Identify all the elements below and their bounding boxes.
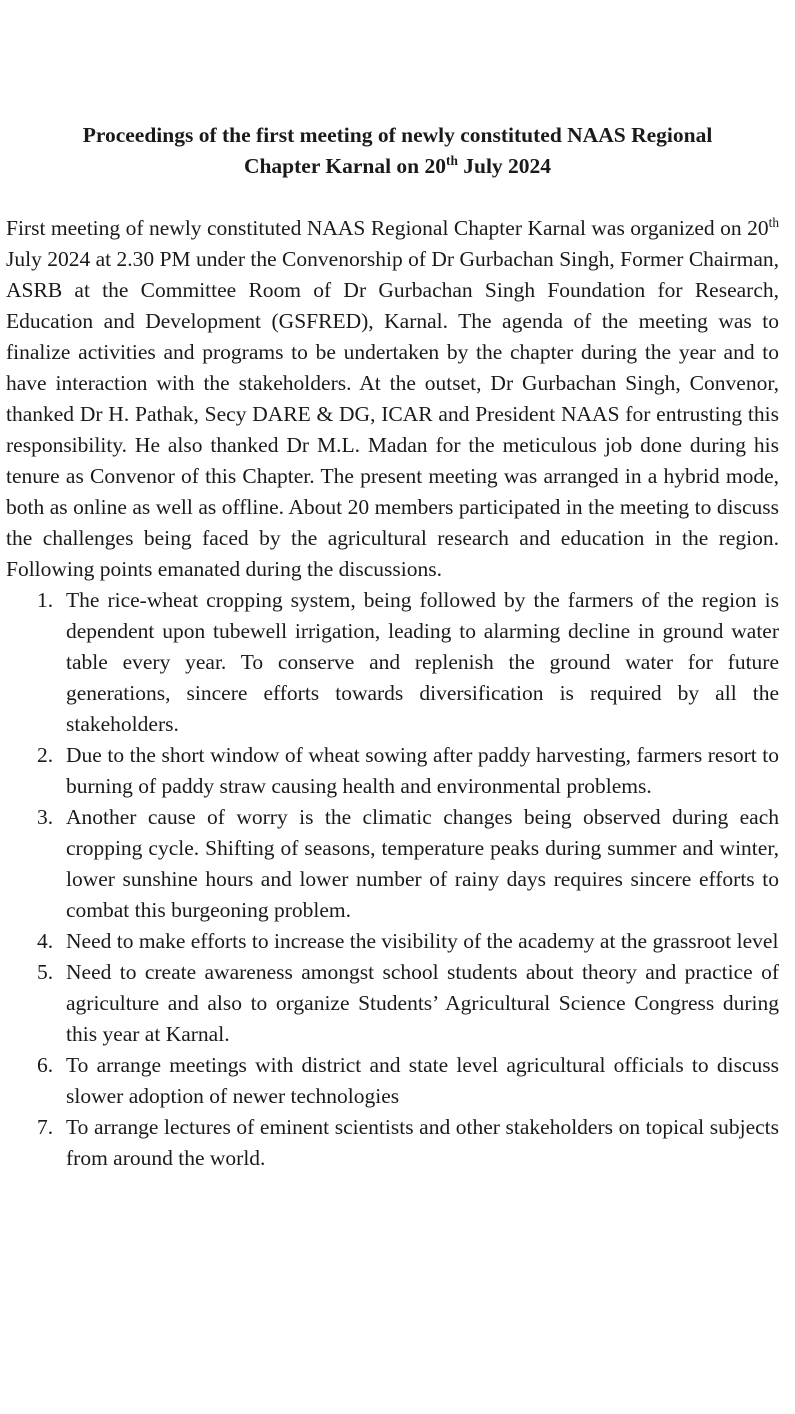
list-item-text: To arrange lectures of eminent scientists and other stakeholders on topical subjects from around the world. [66, 1115, 779, 1170]
title-line-2 [244, 154, 551, 178]
list-item-text: To arrange meetings with district and state level agricultural officials to discuss slower adoption of newer technologies [66, 1053, 779, 1108]
list-item-number: 3. [37, 805, 54, 829]
list-item [6, 740, 779, 802]
list-item-number: 2. [37, 743, 54, 767]
list-item-text: Need to create awareness amongst school students about theory and practice of agriculture and also to organize Students’ Agricultural Science Congress during this year at Karnal. [66, 960, 779, 1046]
list-item-number: 6. [37, 1053, 54, 1077]
title-superscript: th [446, 152, 458, 168]
list-item-number: 5. [37, 960, 54, 984]
intro-superscript: th [768, 214, 779, 230]
list-item-number: 4. [37, 929, 54, 953]
discussion-points-list [6, 585, 779, 1174]
document-title [20, 120, 775, 182]
list-item-number: 7. [37, 1115, 54, 1139]
title-line-2-end: July 2024 [457, 154, 552, 178]
list-item [6, 1050, 779, 1112]
list-item [6, 957, 779, 1050]
title-line-2-start: Chapter Karnal on 20 [243, 154, 447, 178]
title-line-1: Proceedings of the first meeting of newly constituted NAAS Regional [82, 123, 713, 147]
list-item [6, 802, 779, 926]
list-item-text: Due to the short window of wheat sowing after paddy harvesting, farmers resort to burning of paddy straw causing health and environmental problems. [66, 743, 779, 798]
intro-text-end: July 2024 at 2.30 PM under the Convenorship of Dr Gurbachan Singh, Former Chairman, ASRB at the Committee Room of Dr Gurbachan Singh Foundation for Research, Education and Development (GSFRED), Karnal. The agenda of the meeting was to finalize activities and programs to be undertaken by the chapter during the year and to have interaction with the stakeholders. At the outset, Dr Gurbachan Singh, Convenor, thanked Dr H. Pathak, Secy DARE & DG, ICAR and President NAAS for entrusting this responsibility. He also thanked Dr M.L. Madan for the meticulous job done during his tenure as Convenor of this Chapter. The present meeting was arranged in a hybrid mode, both as online as well as offline. About 20 members participated in the meeting to discuss the challenges being faced by the agricultural research and education in the region. Following points emanated during the discussions. [6, 247, 779, 581]
list-item [6, 1112, 779, 1174]
intro-paragraph [6, 213, 779, 585]
list-item [6, 926, 779, 957]
document-body [6, 213, 779, 1174]
intro-text-start: First meeting of newly constituted NAAS Regional Chapter Karnal was organized on 20 [6, 216, 769, 240]
list-item [6, 585, 779, 740]
list-item-text: The rice-wheat cropping system, being followed by the farmers of the region is dependent upon tubewell irrigation, leading to alarming decline in ground water table every year. To conserve and replenish the ground water for future generations, sincere efforts towards diversification is required by all the stakeholders. [66, 588, 779, 736]
list-item-text: Need to make efforts to increase the visibility of the academy at the grassroot level [66, 929, 779, 953]
list-item-text: Another cause of worry is the climatic changes being observed during each cropping cycle. Shifting of seasons, temperature peaks during summer and winter, lower sunshine hours and lower number of rainy days requires sincere efforts to combat this burgeoning problem. [66, 805, 779, 922]
list-item-number: 1. [37, 588, 54, 612]
